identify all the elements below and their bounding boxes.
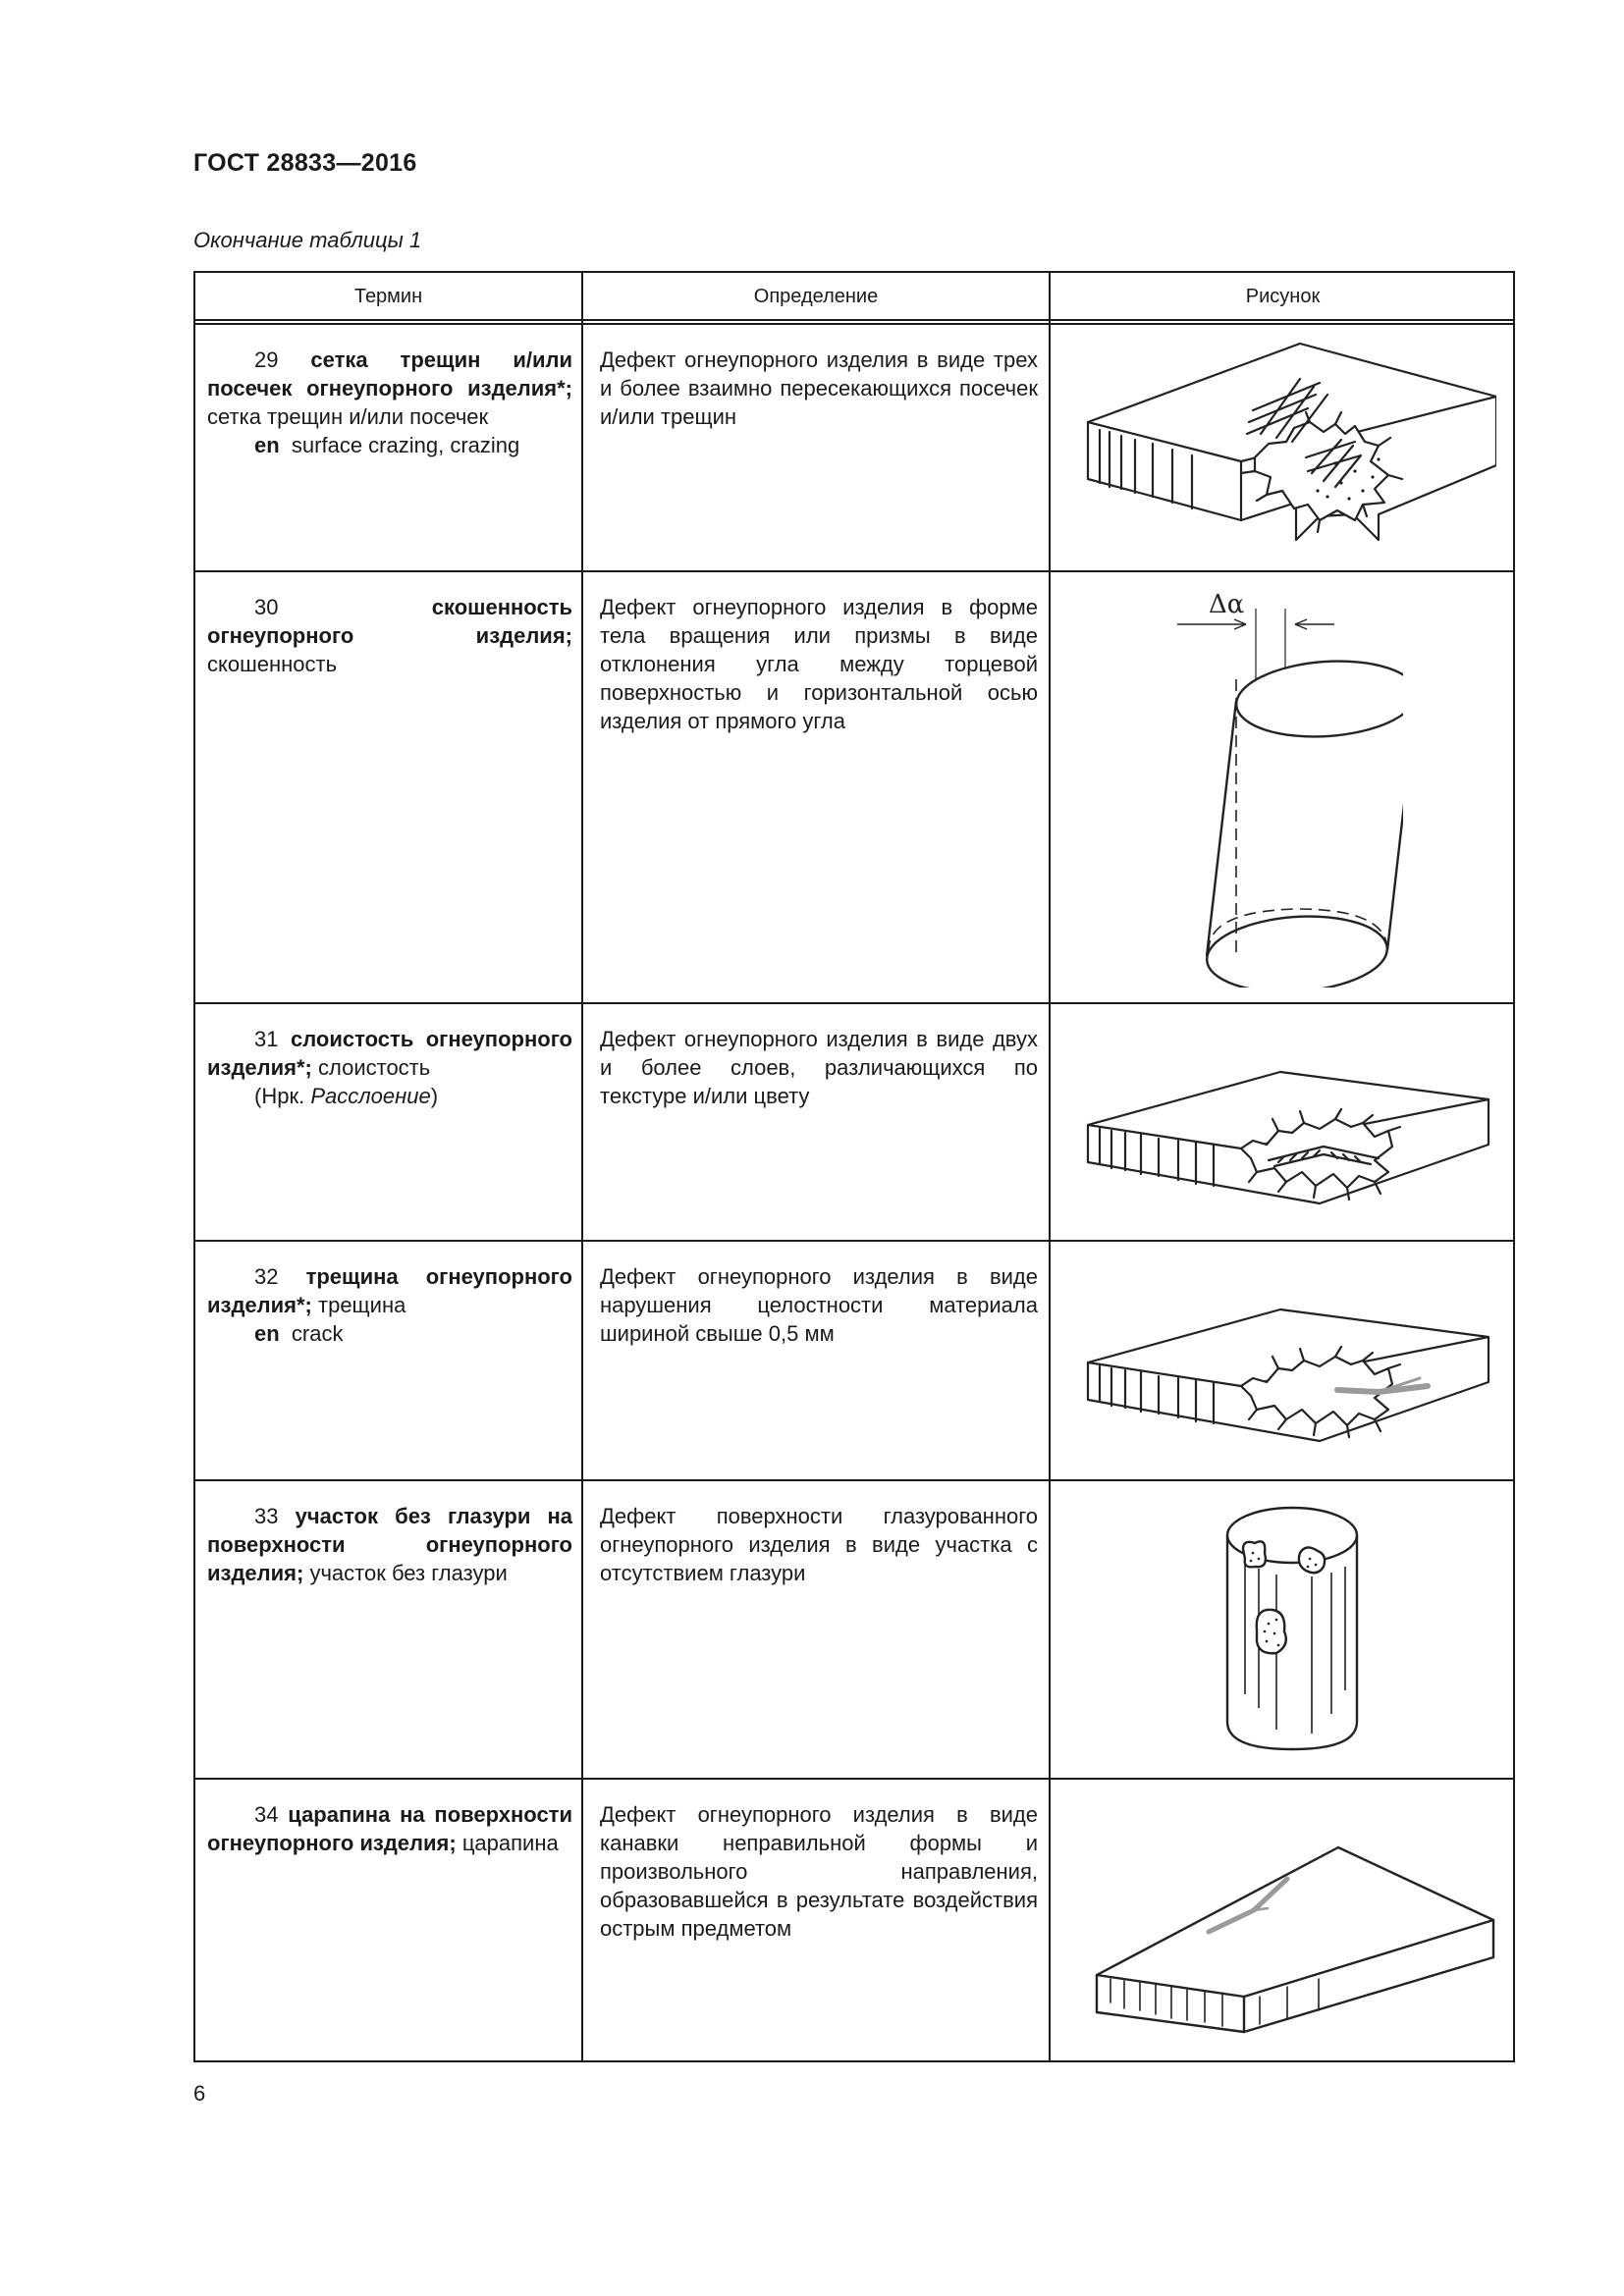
column-divider (581, 273, 583, 2060)
definition-cell: Дефект огнеупорного изделия в виде канавки неправильной формы и произвольного направления, образовавшейся в результате воздействия острым предметом (600, 1802, 1038, 1941)
definition-cell: Дефект огнеупорного изделия в форме тела вращения или призмы в виде отклонения угла между торцевой поверхностью и горизонтальной осью изделия от прямого угла (600, 595, 1038, 733)
unglazed-cylinder-icon (1221, 1498, 1369, 1753)
term-cell (207, 1502, 572, 1587)
language-label: en (254, 433, 280, 457)
page-number: 6 (193, 2081, 206, 2106)
deprecated-term: Расслоение (310, 1084, 431, 1108)
term-number: 29 (254, 347, 279, 372)
deprecated-note (207, 1084, 438, 1108)
definition-cell: Дефект поверхности глазурованного огнеупорного изделия в виде участка с отсутствием глазури (600, 1504, 1038, 1585)
note-suffix: ) (430, 1084, 439, 1108)
document-title: ГОСТ 28833—2016 (193, 149, 417, 177)
term-number: 33 (254, 1504, 279, 1528)
term-number: 34 (254, 1802, 279, 1827)
english-equivalent: crack (291, 1321, 344, 1346)
cracked-block-icon (1084, 1304, 1496, 1461)
term-synonym: трещина (311, 1293, 406, 1317)
row-divider (195, 1778, 1513, 1780)
term-cell (207, 1025, 572, 1110)
term-synonym: участок без глазури (303, 1561, 508, 1585)
language-label: en (254, 1321, 280, 1346)
crazed-block-icon (1084, 336, 1496, 557)
term-name: сетка трещин и/или посечек огнеупорного изделия*; (207, 347, 572, 400)
term-synonym: слоистость (311, 1055, 431, 1080)
row-divider (195, 1002, 1513, 1004)
term-cell (207, 1800, 572, 1857)
term-cell (207, 593, 572, 678)
definition-cell: Дефект огнеупорного изделия в виде трех и более взаимно пересекающихся посечек и/или трещин (600, 347, 1038, 429)
angle-label: Δα (1209, 590, 1245, 619)
tilted-cylinder-icon (1177, 585, 1403, 988)
term-name: участок без глазури на поверхности огнеупорного изделия; (207, 1504, 572, 1585)
row-divider (195, 1479, 1513, 1481)
scratched-slab-icon (1091, 1838, 1503, 2034)
term-number: 30 (254, 595, 279, 619)
definition-cell: Дефект огнеупорного изделия в виде нарушения целостности материала шириной свыше 0,5 мм (600, 1264, 1038, 1346)
terms-table (193, 271, 1515, 2062)
column-header-definition: Определение (753, 286, 879, 307)
column-divider (1049, 273, 1051, 2060)
column-header-figure: Рисунок (1245, 286, 1321, 307)
term-number: 32 (254, 1264, 279, 1289)
row-divider (195, 570, 1513, 572)
definition-cell: Дефект огнеупорного изделия в виде двух и более слоев, различающихся по текстуре и/или цвету (600, 1027, 1038, 1108)
term-synonym: царапина (456, 1831, 559, 1855)
term-synonym: скошенность (207, 652, 338, 676)
layered-block-icon (1084, 1066, 1496, 1223)
note-prefix: (Нрк. (254, 1084, 311, 1108)
term-number: 31 (254, 1027, 279, 1051)
column-header-term: Термин (353, 286, 423, 307)
term-synonym: сетка трещин и/или посечек (207, 404, 489, 429)
term-cell (207, 1262, 572, 1348)
term-name: скошенность огнеупорного изделия; (207, 595, 572, 648)
term-name: слоистость огнеупорного изделия*; (207, 1027, 572, 1080)
row-divider (195, 1240, 1513, 1242)
term-name: царапина на поверхности огнеупорного изделия; (207, 1802, 572, 1855)
english-equivalent: surface crazing, crazing (291, 433, 520, 457)
table-caption: Окончание таблицы 1 (193, 228, 422, 252)
term-cell (207, 346, 572, 459)
term-name: трещина огнеупорного изделия*; (207, 1264, 572, 1317)
header-divider (195, 323, 1513, 325)
